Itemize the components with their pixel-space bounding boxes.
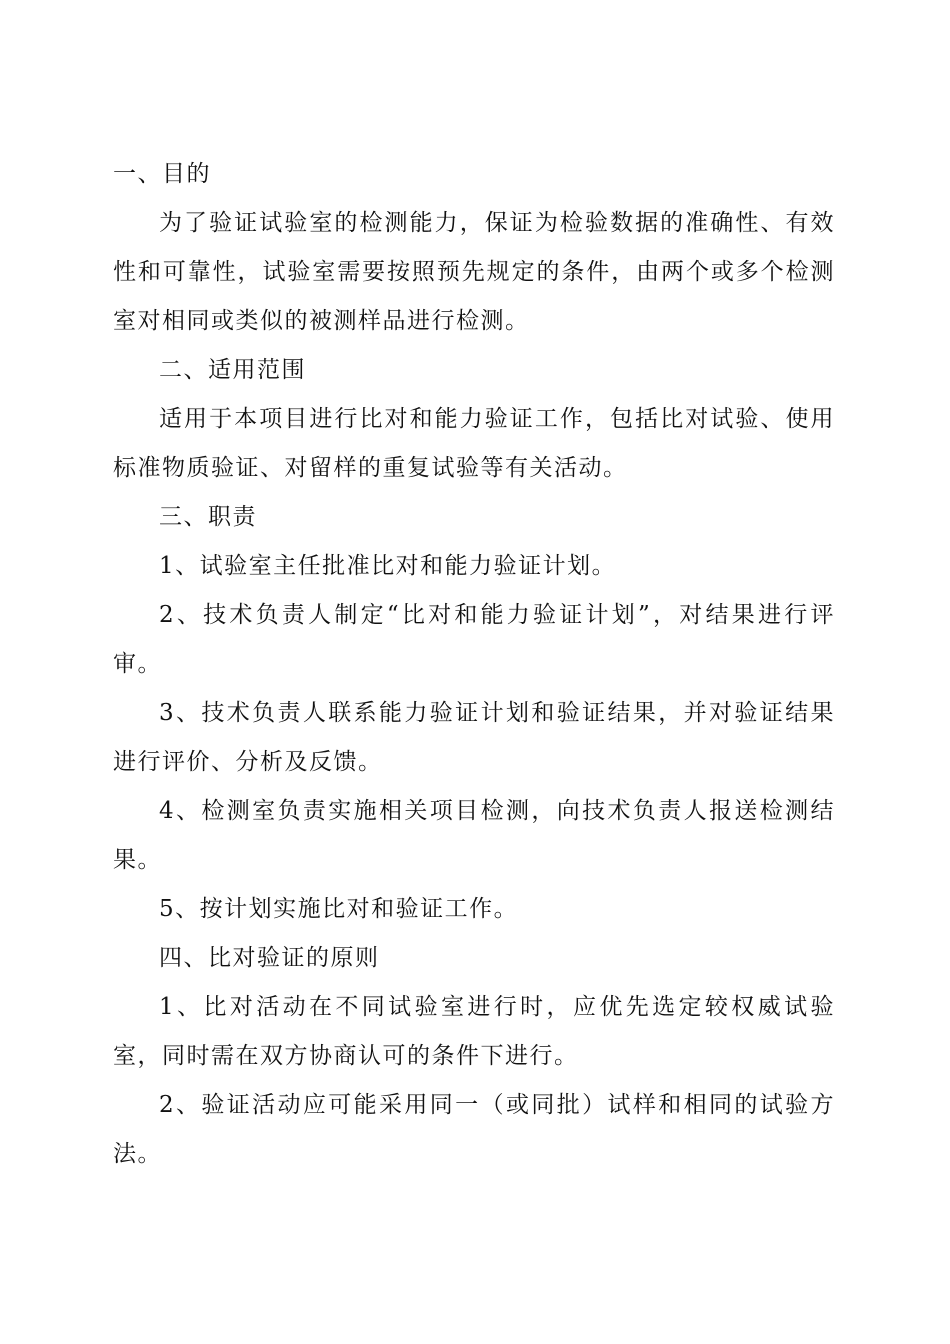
document-body [113,150,835,1179]
duty-item-3: 3、技术负责人联系能力验证计划和验证结果，并对验证结果进行评价、分析及反馈。 [113,700,835,775]
duty-item-1: 1、试验室主任批准比对和能力验证计划。 [159,553,617,579]
duty-item-5: 5、按计划实施比对和验证工作。 [159,896,519,922]
section-heading-scope: 二、适用范围 [159,357,306,383]
principle-item-1: 1、比对活动在不同试验室进行时，应优先选定较权威试验室，同时需在双方协商认可的条件下进行。 [113,994,835,1069]
paragraph-purpose: 为了验证试验室的检测能力，保证为检验数据的准确性、有效性和可靠性，试验室需要按照预先规定的条件，由两个或多个检测室对相同或类似的被测样品进行检测。 [113,210,835,334]
paragraph-scope: 适用于本项目进行比对和能力验证工作，包括比对试验、使用标准物质验证、对留样的重复试验等有关活动。 [113,406,835,481]
principle-item-2: 2、验证活动应可能采用同一（或同批）试样和相同的试验方法。 [113,1092,835,1167]
section-heading-principles: 四、比对验证的原则 [159,945,380,971]
section-heading-duties: 三、职责 [159,504,257,530]
duty-item-2: 2、技术负责人制定“比对和能力验证计划”，对结果进行评审。 [113,602,835,677]
duty-item-4: 4、检测室负责实施相关项目检测，向技术负责人报送检测结果。 [113,798,835,873]
section-heading-purpose: 一、目的 [113,161,211,187]
